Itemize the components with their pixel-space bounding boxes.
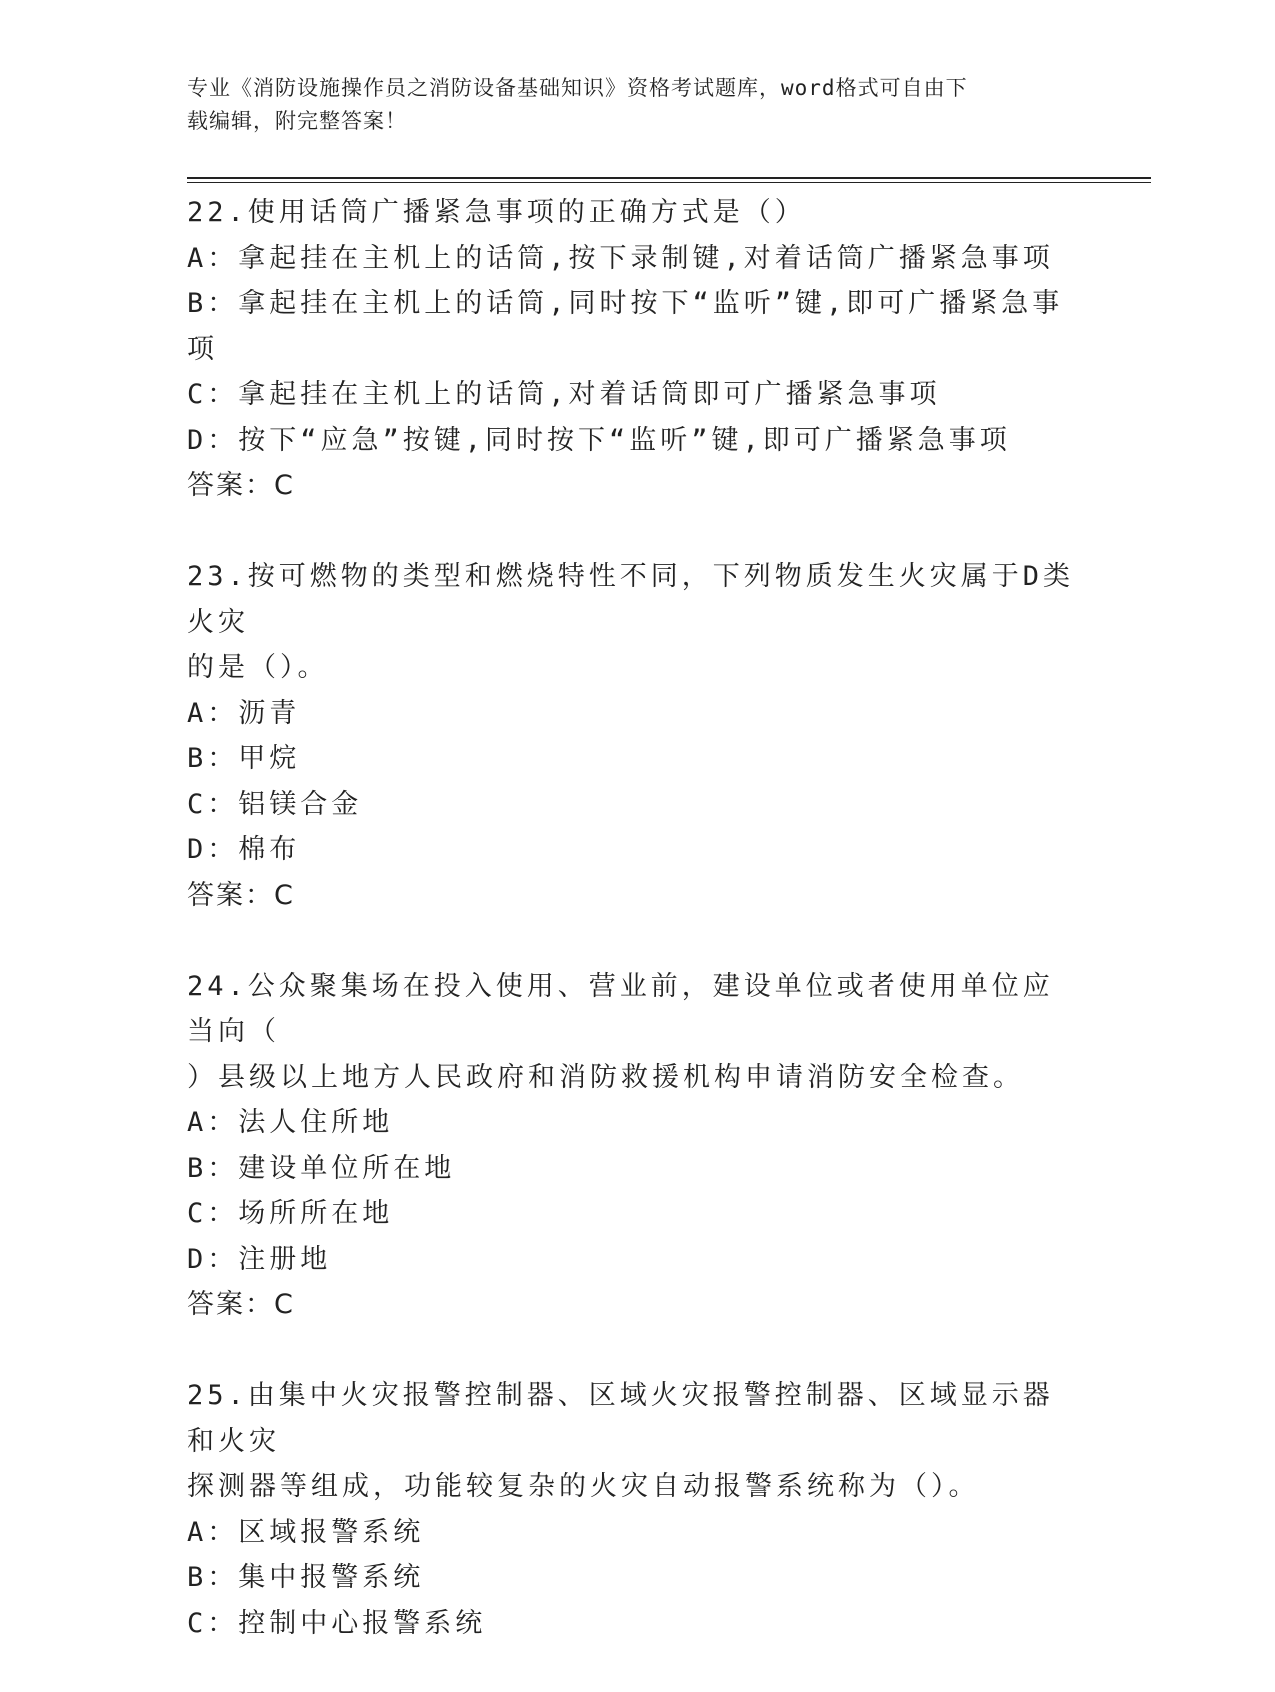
option-d: D：棉布 [187, 834, 301, 865]
question-list [187, 190, 1077, 1692]
option-a: A：法人住所地 [187, 1107, 394, 1138]
question-22 [187, 190, 1077, 509]
option-a: A：拿起挂在主机上的话筒,按下录制键,对着话筒广播紧急事项 [187, 242, 1054, 274]
header-divider-thin [187, 182, 1151, 183]
question-stem-continued: 的是（）。 [187, 652, 329, 683]
question-stem-continued: 探测器等组成，功能较复杂的火灾自动报警系统称为（）。 [187, 1471, 980, 1502]
header-divider [187, 177, 1151, 179]
question-stem-continued: ）县级以上地方人民政府和消防救援机构申请消防安全检查。 [187, 1061, 1024, 1093]
option-c: C：拿起挂在主机上的话筒,对着话筒即可广播紧急事项 [187, 379, 941, 410]
question-stem: 25.由集中火灾报警控制器、区域火灾报警控制器、区域显示器和火灾 [187, 1380, 1054, 1457]
header-line-2: 载编辑，附完整答案！ [187, 109, 407, 133]
option-d: D：按下“应急”按键,同时按下“监听”键,即可广播紧急事项 [187, 424, 1011, 456]
option-b: B：集中报警系统 [187, 1562, 425, 1593]
header-line-1: 专业《消防设施操作员之消防设备基础知识》资格考试题库，word格式可自由下 [187, 76, 968, 100]
answer-text: 答案：C [187, 1289, 295, 1320]
option-a: A：沥青 [187, 697, 301, 729]
option-c: C：场所所在地 [187, 1198, 394, 1229]
option-b: B：拿起挂在主机上的话筒,同时按下“监听”键,即可广播紧急事项 [187, 288, 1064, 365]
document-header [187, 72, 1067, 138]
option-b: B：甲烷 [187, 743, 301, 774]
question-24 [187, 964, 1077, 1328]
question-23 [187, 554, 1077, 918]
answer-text: 答案：C [187, 470, 295, 501]
option-d: D：注册地 [187, 1243, 332, 1275]
question-stem: 24.公众聚集场在投入使用、营业前，建设单位或者使用单位应当向（ [187, 970, 1054, 1047]
question-stem: 22.使用话筒广播紧急事项的正确方式是（） [187, 197, 806, 228]
answer-text: 答案：C [187, 879, 295, 911]
option-b: B：建设单位所在地 [187, 1152, 456, 1184]
option-c: C：铝镁合金 [187, 788, 363, 820]
question-stem: 23.按可燃物的类型和燃烧特性不同，下列物质发生火灾属于D类火灾 [187, 561, 1075, 638]
option-a: A：区域报警系统 [187, 1516, 425, 1548]
question-25 [187, 1373, 1077, 1646]
option-c: C：控制中心报警系统 [187, 1607, 487, 1639]
